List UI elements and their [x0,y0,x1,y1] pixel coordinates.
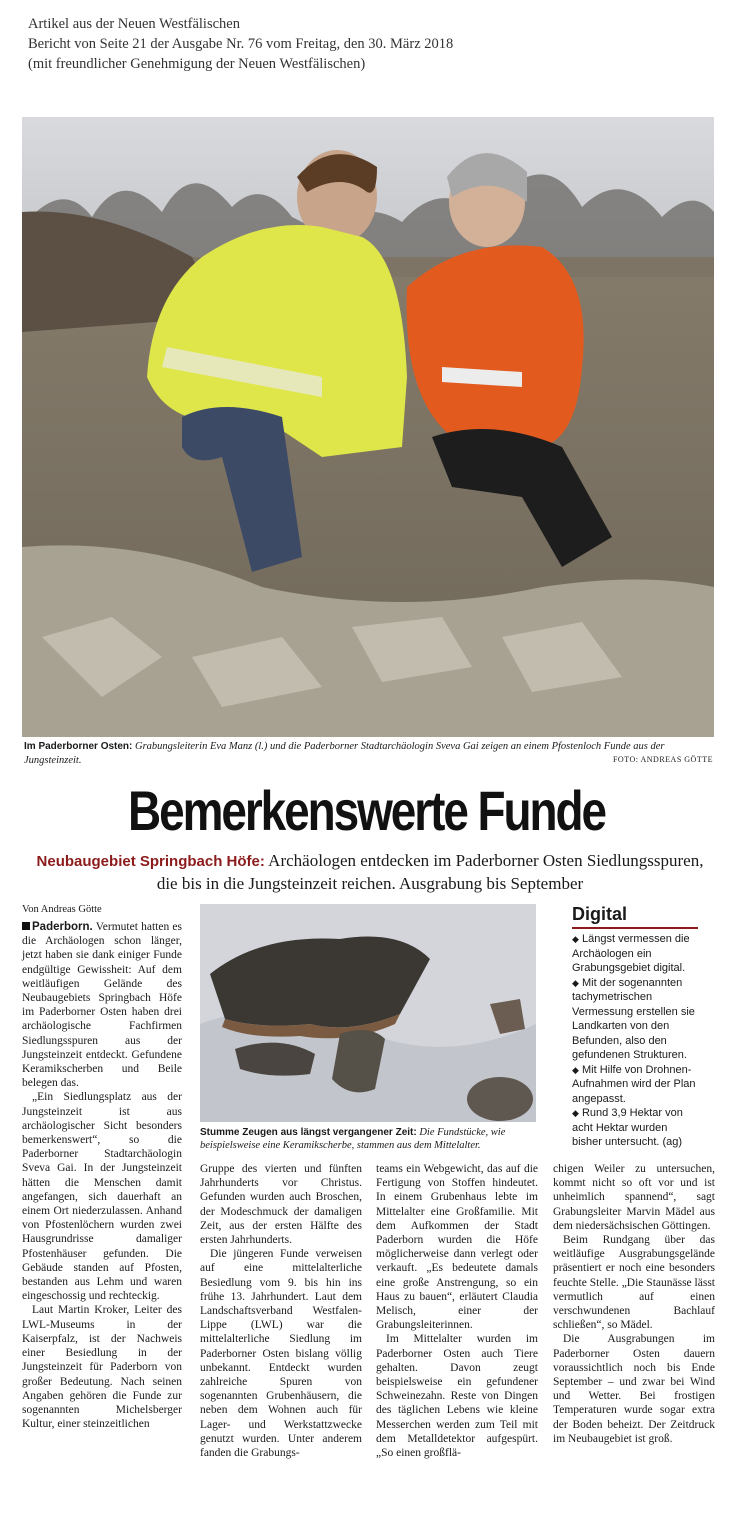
diamond-bullet-icon: ◆ [572,1064,579,1075]
main-photo-caption [24,740,714,768]
infobox-item-text: Rund 3,9 Hektar von acht Hektar wurden bisher untersucht. (ag) [572,1107,683,1148]
infobox-item [572,1063,698,1107]
finds-photo [200,904,536,1122]
infobox-item-text: Längst vermessen die Archäologen ein Grabungsgebiet digital. [572,933,690,974]
paragraph: Die jüngeren Funde verweisen auf eine mittelalterliche Besiedlung vom 9. bis hin ins frühe 13. Jahrhundert. Laut dem Landschaftsverband Westfalen-Lippe (LWL) war die mittelalterliche Siedlung im Paderborner Osten bislang völlig unbekannt. Entdeckt wurden zahlreiche Spuren von sogenannten Grubenhäusern, die neben dem Wohnen auch für Lager- und Werkstattzwecke genutzt wurden. Unter anderem fanden die Grabungs- [200,1248,362,1460]
paragraph: Laut Martin Kroker, Leiter des LWL-Museums in der Kaiserpfalz, ist der Nachweis einer Besiedlung in der Jungsteinzeit für Paderborn von großer Bedeutung. Nach seinen Angaben gehören die Funde zur sogenannten Michelsberger Kultur, einer steinzeitlichen [22,1304,182,1431]
subheadline-text: Archäologen entdecken im Paderborner Osten Siedlungsspuren, die bis in die Jungsteinzeit reichen. Ausgrabung bis September [156,851,704,893]
diamond-bullet-icon: ◆ [572,1108,579,1118]
finds-photo-caption [200,1126,540,1152]
main-caption-lead: Im Paderborner Osten: [24,741,133,752]
diamond-bullet-icon: ◆ [572,934,579,944]
paragraph [22,920,182,1090]
photo-credit: FOTO: ANDREAS GÖTTE [612,755,713,764]
source-line-2: Bericht von Seite 21 der Ausgabe Nr. 76 vom Freitag, den 30. März 2018 [28,36,454,52]
article-column-2 [200,1162,362,1460]
main-photo [22,117,714,737]
excavation-photo [22,117,714,737]
paragraph: Im Mittelalter wurden im Paderborner Osten auch Tiere gehalten. Davon zeugt beispielsweise ein gefundener Schweinezahn. Reste von Dingen des täglichen Lebens wie kleine Messerchen werden zum Teil mit dem Metalldetektor aufgespürt. „So einen großflä- [376,1333,538,1460]
article-column-4 [553,1162,715,1446]
article-column-1 [22,920,182,1431]
paragraph: teams ein Webgewicht, das auf die Fertigung von Stoffen hindeutet. In einem Grubenhaus lebte im Mittelalter eine Großfamilie. Mit dem Aufkommen der Stadt Paderborn wurden die Höfe möglicherweise dann verlegt oder verkauft. „Es bedeutete damals eine große Anstrengung, so ein Haus zu bauen“, erläutert Claudia Melisch, einer der Grabungsleiterinnen. [376,1163,538,1332]
small-caption-text: Die Fundstücke, wie beispielsweise eine Keramikscherbe, stammen aus dem Mittelalter. [200,1127,506,1151]
article-column-3 [376,1162,538,1460]
source-note [28,14,718,74]
infobox-item [572,932,698,976]
subheadline-kicker: Neubaugebiet Springbach Höfe: [36,853,265,870]
main-caption-text: Grabungsleiterin Eva Manz (l.) und die Paderborner Stadtarchäologin Sveva Gai zeigen an einem Pfostenloch Funde aus der Jungsteinzeit. [24,741,665,766]
small-caption-lead: Stumme Zeugen aus längst vergangener Zeit: [200,1127,417,1138]
dateline-place: Paderborn. [32,921,93,933]
source-line-1: Artikel aus der Neuen Westfälischen [28,16,240,32]
paragraph: Beim Rundgang über das weitläufige Ausgrabungsgelände präsentiert er noch eine besonders feuchte Stelle. „Die Staunässe lässt vermutlich auf einen verschwundenen Bachlauf schließen“, so Mädel. [553,1234,715,1332]
paragraph-text: Vermutet hatten es die Archäologen schon länger, jetzt haben sie dank einiger Funde endgültige Gewissheit: Auf dem weitläufigen Gelände des Neubaugebiets Springbach Höfe im Paderborner Osten haben drei archäologische Fachfirmen Siedlungsspuren aus der Jungsteinzeit entdeckt. Gefundene Keramikscherben und Beile belegen das. [22,921,182,1090]
paragraph: „Ein Siedlungsplatz aus der Jungsteinzeit ist aus archäologischer Sicht besonders bemerkenswert“, so die Paderborner Stadtarchäologin Sveva Gai. In der Jungsteinzeit hätten die Menschen damit angefangen, sich dauerhaft an einem Ort niederzulassen. Anhand von Pfostenlöchern wurden zwei Hausgrundrisse damaliger Pfostenhäuser gefunden. Die Gebäude standen auf Pfosten, bestanden aus Lehm und waren eingeschossig und rechteckig. [22,1091,182,1303]
infobox-item [572,1106,698,1150]
infobox-item-text: Mit der sogenannten tachymetrischen Vermessung erstellen sie Landkarten von den Befunden, also den gefundenen Strukturen. [572,976,695,1061]
article-headline: Bemerkenswerte Funde [127,779,606,842]
pottery-shards-photo [200,904,536,1122]
article-subheadline [30,850,710,895]
source-line-3: (mit freundlicher Genehmigung der Neuen Westfälischen) [28,56,366,72]
infobox-title: Digital [572,904,698,929]
paragraph: chigen Weiler zu untersuchen, kommt nicht so oft vor und ist unheimlich spannend“, sagt Grabungsleiter Marvin Mädel aus dem niedersächsischen Göttingen. [553,1163,715,1232]
paragraph: Gruppe des vierten und fünften Jahrhunderts vor Christus. Gefunden wurden auch Broschen, der Modeschmuck der damaligen Zeit, aus der ersten Hälfte des ersten Jahrhunderts. [200,1163,362,1247]
digital-infobox [572,904,698,1150]
paragraph: Die Ausgrabungen im Paderborner Osten dauern voraussichtlich noch bis Ende September – und zwar bei Wind und Wetter. Bei frostigen Temperaturen wurde sogar extra der Boden beheizt. Der Zeitdruck im Neubaugebiet ist groß. [553,1333,715,1445]
infobox-item [572,976,698,1063]
paragraph-marker-icon [22,922,30,930]
infobox-item-text: Mit Hilfe von Drohnen-Aufnahmen wird der Plan angepasst. [572,1063,696,1105]
diamond-bullet-icon: ◆ [572,977,579,988]
byline: Von Andreas Götte [22,904,102,915]
